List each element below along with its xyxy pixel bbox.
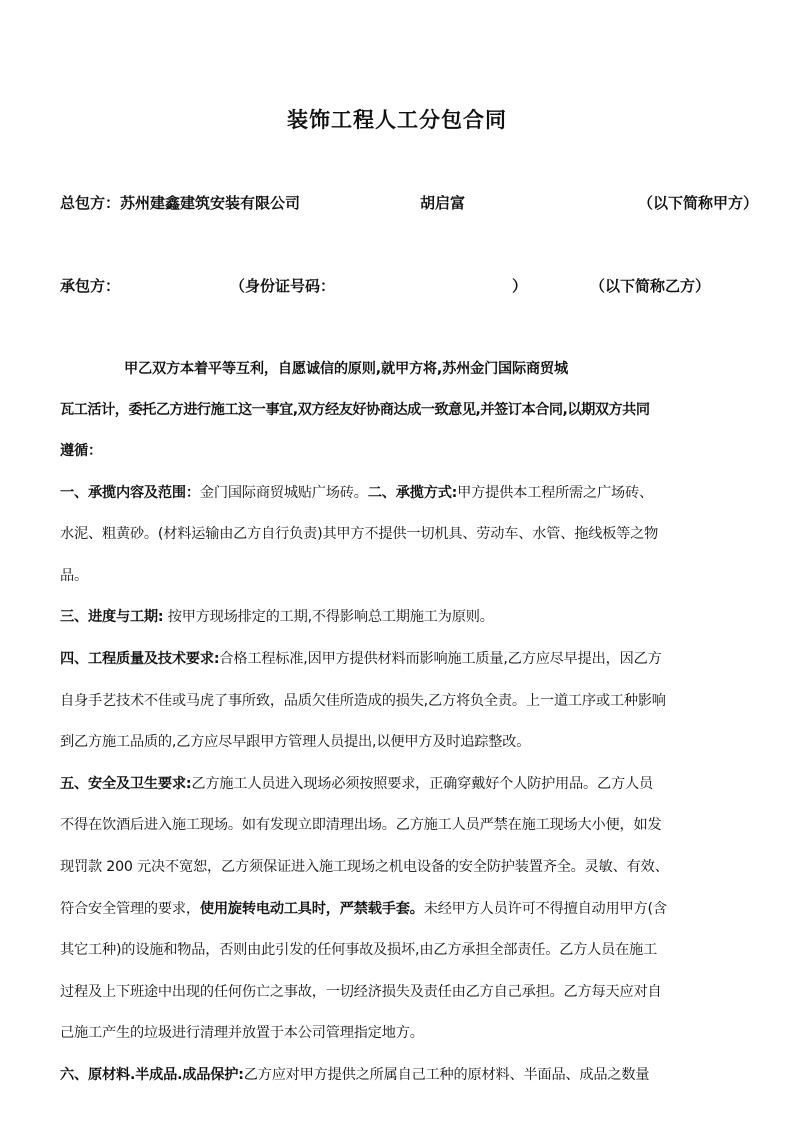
section-1-heading: 一、承揽内容及范围： — [60, 485, 200, 501]
section-1-line-2: 水泥、粗黄砂。(材料运输由乙方自行负责)其甲方不提供一切机具、劳动车、水管、拖线板等之物 — [60, 526, 659, 542]
section-5-text: 乙方施工人员进入现场必须按照要求，正确穿戴好个人防护用品。乙方人员 — [191, 776, 653, 792]
section-2-text: 甲方提供本工程所需之广场砖、 — [457, 485, 653, 501]
section-5-line-7: 己施工产生的垃圾进行清理并放置于本公司管理指定地方。 — [60, 1025, 424, 1041]
party-b-id-close: ） — [512, 277, 528, 295]
section-1-line-3: 品。 — [60, 568, 88, 584]
section-3-text: 按甲方现场排定的工期,不得影响总工期施工为原则。 — [163, 609, 494, 625]
section-1-text: 金门国际商贸城贴广场砖。 — [199, 485, 368, 501]
party-a-representative: 胡启富 — [420, 194, 466, 212]
section-5-line-1 — [60, 774, 750, 794]
section-5-line-5: 其它工种)的设施和物品，否则由此引发的任何事故及损坏,由乙方承担全部责任。乙方人员在施工 — [60, 942, 658, 958]
party-b-alias: （以下简称乙方） — [590, 277, 711, 295]
section-2-heading: 二、承揽方式: — [367, 485, 458, 501]
section-4-line-2: 自身手艺技术不佳或马虎了事所致，品质欠佳所造成的损失,乙方将负全责。上一道工序或工种影响 — [60, 693, 666, 709]
party-a-label: 总包方：苏州建鑫建筑安装有限公司 — [60, 194, 301, 212]
party-b-label: 承包方： — [60, 277, 121, 295]
section-4-line-3: 到乙方施工品质的,乙方应尽早跟甲方管理人员提出,以便甲方及时追踪整改。 — [60, 734, 531, 750]
section-4-text: 合格工程标准,因甲方提供材料而影响施工质量,乙方应尽早提出，因乙方 — [219, 651, 662, 667]
section-5-line-4-start: 符合安全管理的要求， — [60, 901, 200, 917]
section-4-line-1 — [60, 649, 750, 669]
section-5-line-3: 现罚款 200 元决不宽恕，乙方须保证进入施工现场之机电设备的安全防护装置齐全。灵敏、有效、 — [60, 859, 669, 875]
party-b-id-label: （身份证号码： — [230, 277, 336, 295]
section-3-line-1 — [60, 607, 750, 627]
intro-line-1: 甲乙双方本着平等互利，自愿诚信的原则,就甲方将,苏州金门国际商贸城 — [124, 361, 568, 377]
document-title: 装饰工程人工分包合同 — [287, 108, 507, 132]
section-5-line-4 — [60, 899, 750, 919]
party-a-alias: （以下简称甲方） — [638, 194, 759, 212]
section-6-heading: 六、原材料.半成品.成品保护: — [60, 1067, 244, 1083]
section-6-text: 乙方应对甲方提供之所属自己工种的原材料、半面品、成品之数量 — [243, 1067, 650, 1083]
section-4-heading: 四、工程质量及技术要求: — [60, 651, 220, 667]
section-5-line-2: 不得在饮酒后进入施工现场。如有发现立即清理出场。乙方施工人员严禁在施工现场大小便，如发 — [60, 817, 662, 833]
section-3-heading: 三、进度与工期: — [60, 609, 164, 625]
intro-line-2: 瓦工活计，委托乙方进行施工这一事宜,双方经友好协商达成一致意见,并签订本合同,以期双方共同 — [60, 402, 650, 418]
section-6-line-1 — [60, 1065, 750, 1085]
section-5-heading: 五、安全及卫生要求: — [60, 776, 192, 792]
intro-line-3: 遵循： — [60, 443, 102, 459]
section-5-glove-warning: 使用旋转电动工具时，严禁载手套。 — [199, 901, 424, 917]
section-5-line-6: 过程及上下班途中出现的任何伤亡之事故，一切经济损失及责任由乙方自己承担。乙方每天应对自 — [60, 984, 662, 1000]
section-5-line-4-end: 未经甲方人员许可不得擅自动用甲方(含 — [423, 901, 667, 917]
section-1-line-1 — [60, 483, 750, 503]
